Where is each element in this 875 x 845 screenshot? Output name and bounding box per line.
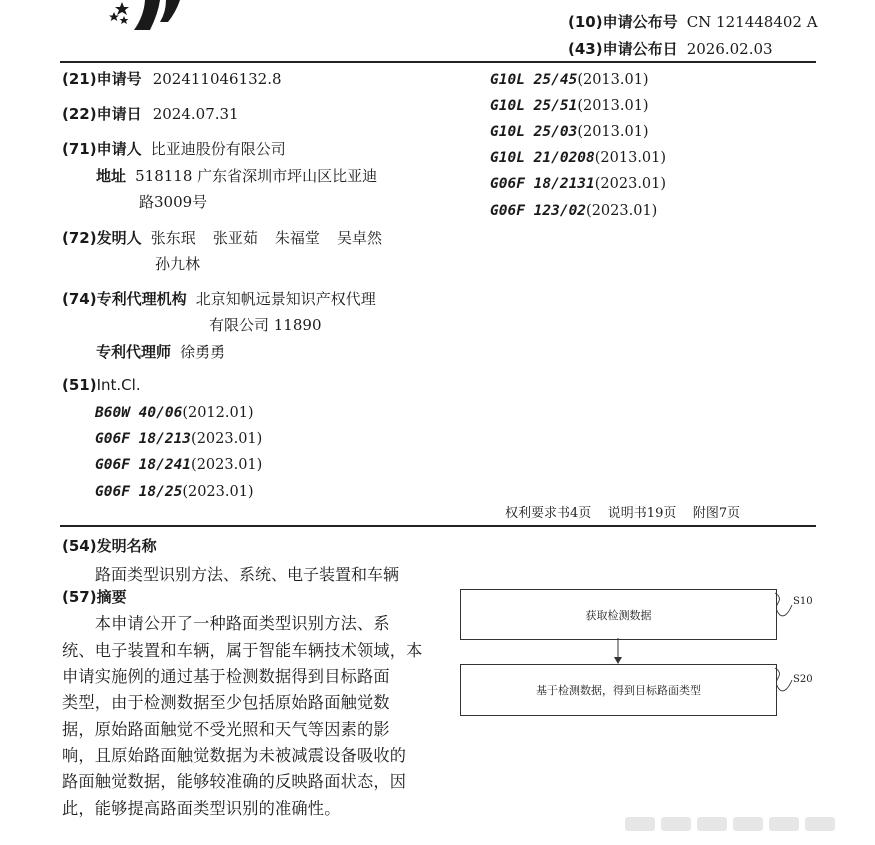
applicant-value: 比亚迪股份有限公司: [150, 140, 286, 158]
class-version: (2023.01): [191, 431, 263, 447]
class-code: G06F 18/2131: [490, 176, 595, 192]
class-entry: [490, 147, 666, 166]
abstract-line: 申请实施例的通过基于检测数据得到目标路面: [62, 667, 390, 686]
inventor-name: 孙九林: [155, 255, 201, 273]
pub-number-row: [568, 11, 818, 32]
abstract-heading: [62, 586, 127, 607]
address-line2: 路3009号: [139, 193, 208, 211]
field-code: (21): [62, 70, 97, 88]
invention-title-label: 发明名称: [96, 537, 157, 555]
pub-date-label: (43)申请公布日: [568, 40, 678, 58]
class-code: B60W 40/06: [95, 405, 183, 421]
app-number-label: 申请号: [96, 70, 142, 88]
class-entry: [490, 173, 666, 192]
app-number-row: [62, 68, 282, 89]
class-entry: [490, 95, 649, 114]
pub-number-value: CN 121448402 A: [686, 13, 818, 31]
agency-line2: 有限公司 11890: [209, 316, 322, 334]
applicant-label: 申请人: [96, 140, 142, 158]
field-code: (57): [62, 588, 97, 606]
intcl-label: Int.Cl.: [96, 376, 141, 394]
class-version: (2013.01): [577, 98, 649, 114]
leader-line: [775, 668, 792, 691]
class-code: G06F 123/02: [490, 203, 587, 219]
abstract-line: 响，且原始路面触觉数据为未被减震设备吸收的: [62, 746, 407, 765]
pub-date-value: 2026.02.03: [686, 40, 773, 58]
class-code: G06F 18/213: [95, 431, 192, 447]
address-row: [96, 165, 377, 186]
pub-number-label: (10)申请公布号: [568, 13, 678, 31]
inventor-name: 张亚茹: [212, 229, 258, 247]
class-version: (2023.01): [191, 457, 263, 473]
field-code: (71): [62, 140, 97, 158]
section-divider: [60, 525, 816, 527]
abstract-line: 此，能够提高路面类型识别的准确性。: [62, 799, 341, 818]
class-entry: [95, 428, 262, 447]
class-entry: [490, 200, 657, 219]
class-entry: [95, 481, 254, 500]
class-version: (2012.01): [182, 405, 254, 421]
inventor-row: [62, 227, 382, 248]
class-version: (2013.01): [577, 72, 649, 88]
class-version: (2023.01): [182, 484, 254, 500]
star-icon: [109, 12, 119, 21]
agent-row: [96, 341, 225, 362]
app-date-row: [62, 103, 239, 124]
inventor-name: 张东珉: [150, 229, 196, 247]
invention-title: 路面类型识别方法、系统、电子装置和车辆: [95, 565, 400, 584]
app-date-label: 申请日: [96, 105, 142, 123]
office-logo: [100, 0, 200, 30]
flow-step-id: S20: [793, 674, 813, 685]
class-version: (2023.01): [586, 203, 658, 219]
abstract-line: 据，原始路面触觉不受光照和天气等因素的影: [62, 720, 390, 739]
class-entry: [490, 69, 649, 88]
agency-line1: 北京知帆远景知识产权代理: [195, 290, 376, 308]
class-version: (2023.01): [594, 176, 667, 192]
field-code: (72): [62, 229, 97, 247]
flow-step-id: S10: [793, 596, 813, 607]
class-version: (2013.01): [594, 150, 667, 166]
watermark: [625, 814, 865, 834]
abstract-line: 本申请公开了一种路面类型识别方法、系: [62, 614, 390, 633]
arrow-head-icon: [614, 657, 622, 664]
leader-line: [775, 593, 792, 616]
invention-title-heading: [62, 535, 157, 556]
inventor-name: 朱福堂: [274, 229, 320, 247]
class-entry: [95, 454, 262, 473]
flow-step-label: 获取检测数据: [585, 608, 652, 622]
pub-date-row: [568, 38, 773, 59]
field-code: (22): [62, 105, 97, 123]
class-code: G10L 25/51: [490, 98, 578, 114]
address-label: 地址: [96, 167, 127, 185]
field-code: (54): [62, 537, 97, 555]
star-icon: [120, 16, 129, 24]
class-version: (2013.01): [577, 124, 649, 140]
abstract-label: 摘要: [96, 588, 127, 606]
field-code: (74): [62, 290, 97, 308]
flow-connectors: [450, 585, 810, 720]
app-date-value: 2024.07.31: [152, 105, 239, 123]
address-line1: 518118 广东省深圳市坪山区比亚迪: [135, 167, 378, 185]
agent-value: 徐勇勇: [180, 343, 226, 361]
abstract-line: 统、电子装置和车辆，属于智能车辆技术领域，本: [62, 641, 423, 660]
class-code: G10L 25/45: [490, 72, 578, 88]
class-entry: [490, 121, 649, 140]
class-code: G06F 18/25: [95, 484, 183, 500]
agent-label: 专利代理师: [96, 343, 172, 361]
abstract-line: 类型，由于检测数据至少包括原始路面触觉数: [62, 693, 390, 712]
field-code: (51): [62, 376, 97, 394]
abstract-line: 路面触觉数据，能够较准确的反映路面状态，因: [62, 772, 407, 791]
flow-step-label: 基于检测数据，得到目标路面类型: [536, 684, 701, 697]
applicant-row: [62, 138, 286, 159]
agency-row: [62, 288, 376, 309]
inventor-label: 发明人: [96, 229, 142, 247]
class-code: G10L 21/0208: [490, 150, 595, 166]
header-divider: [60, 61, 816, 63]
inventor-name: 吴卓然: [337, 229, 383, 247]
page-counts: 权利要求书4页 说明书19页 附图7页: [505, 506, 741, 521]
app-number-value: 202411046132.8: [152, 70, 282, 88]
class-entry: [95, 402, 254, 421]
class-code: G10L 25/03: [490, 124, 578, 140]
star-icon: [115, 2, 129, 15]
intcl-row: [62, 375, 141, 394]
class-code: G06F 18/241: [95, 457, 192, 473]
agency-label: 专利代理机构: [96, 290, 187, 308]
